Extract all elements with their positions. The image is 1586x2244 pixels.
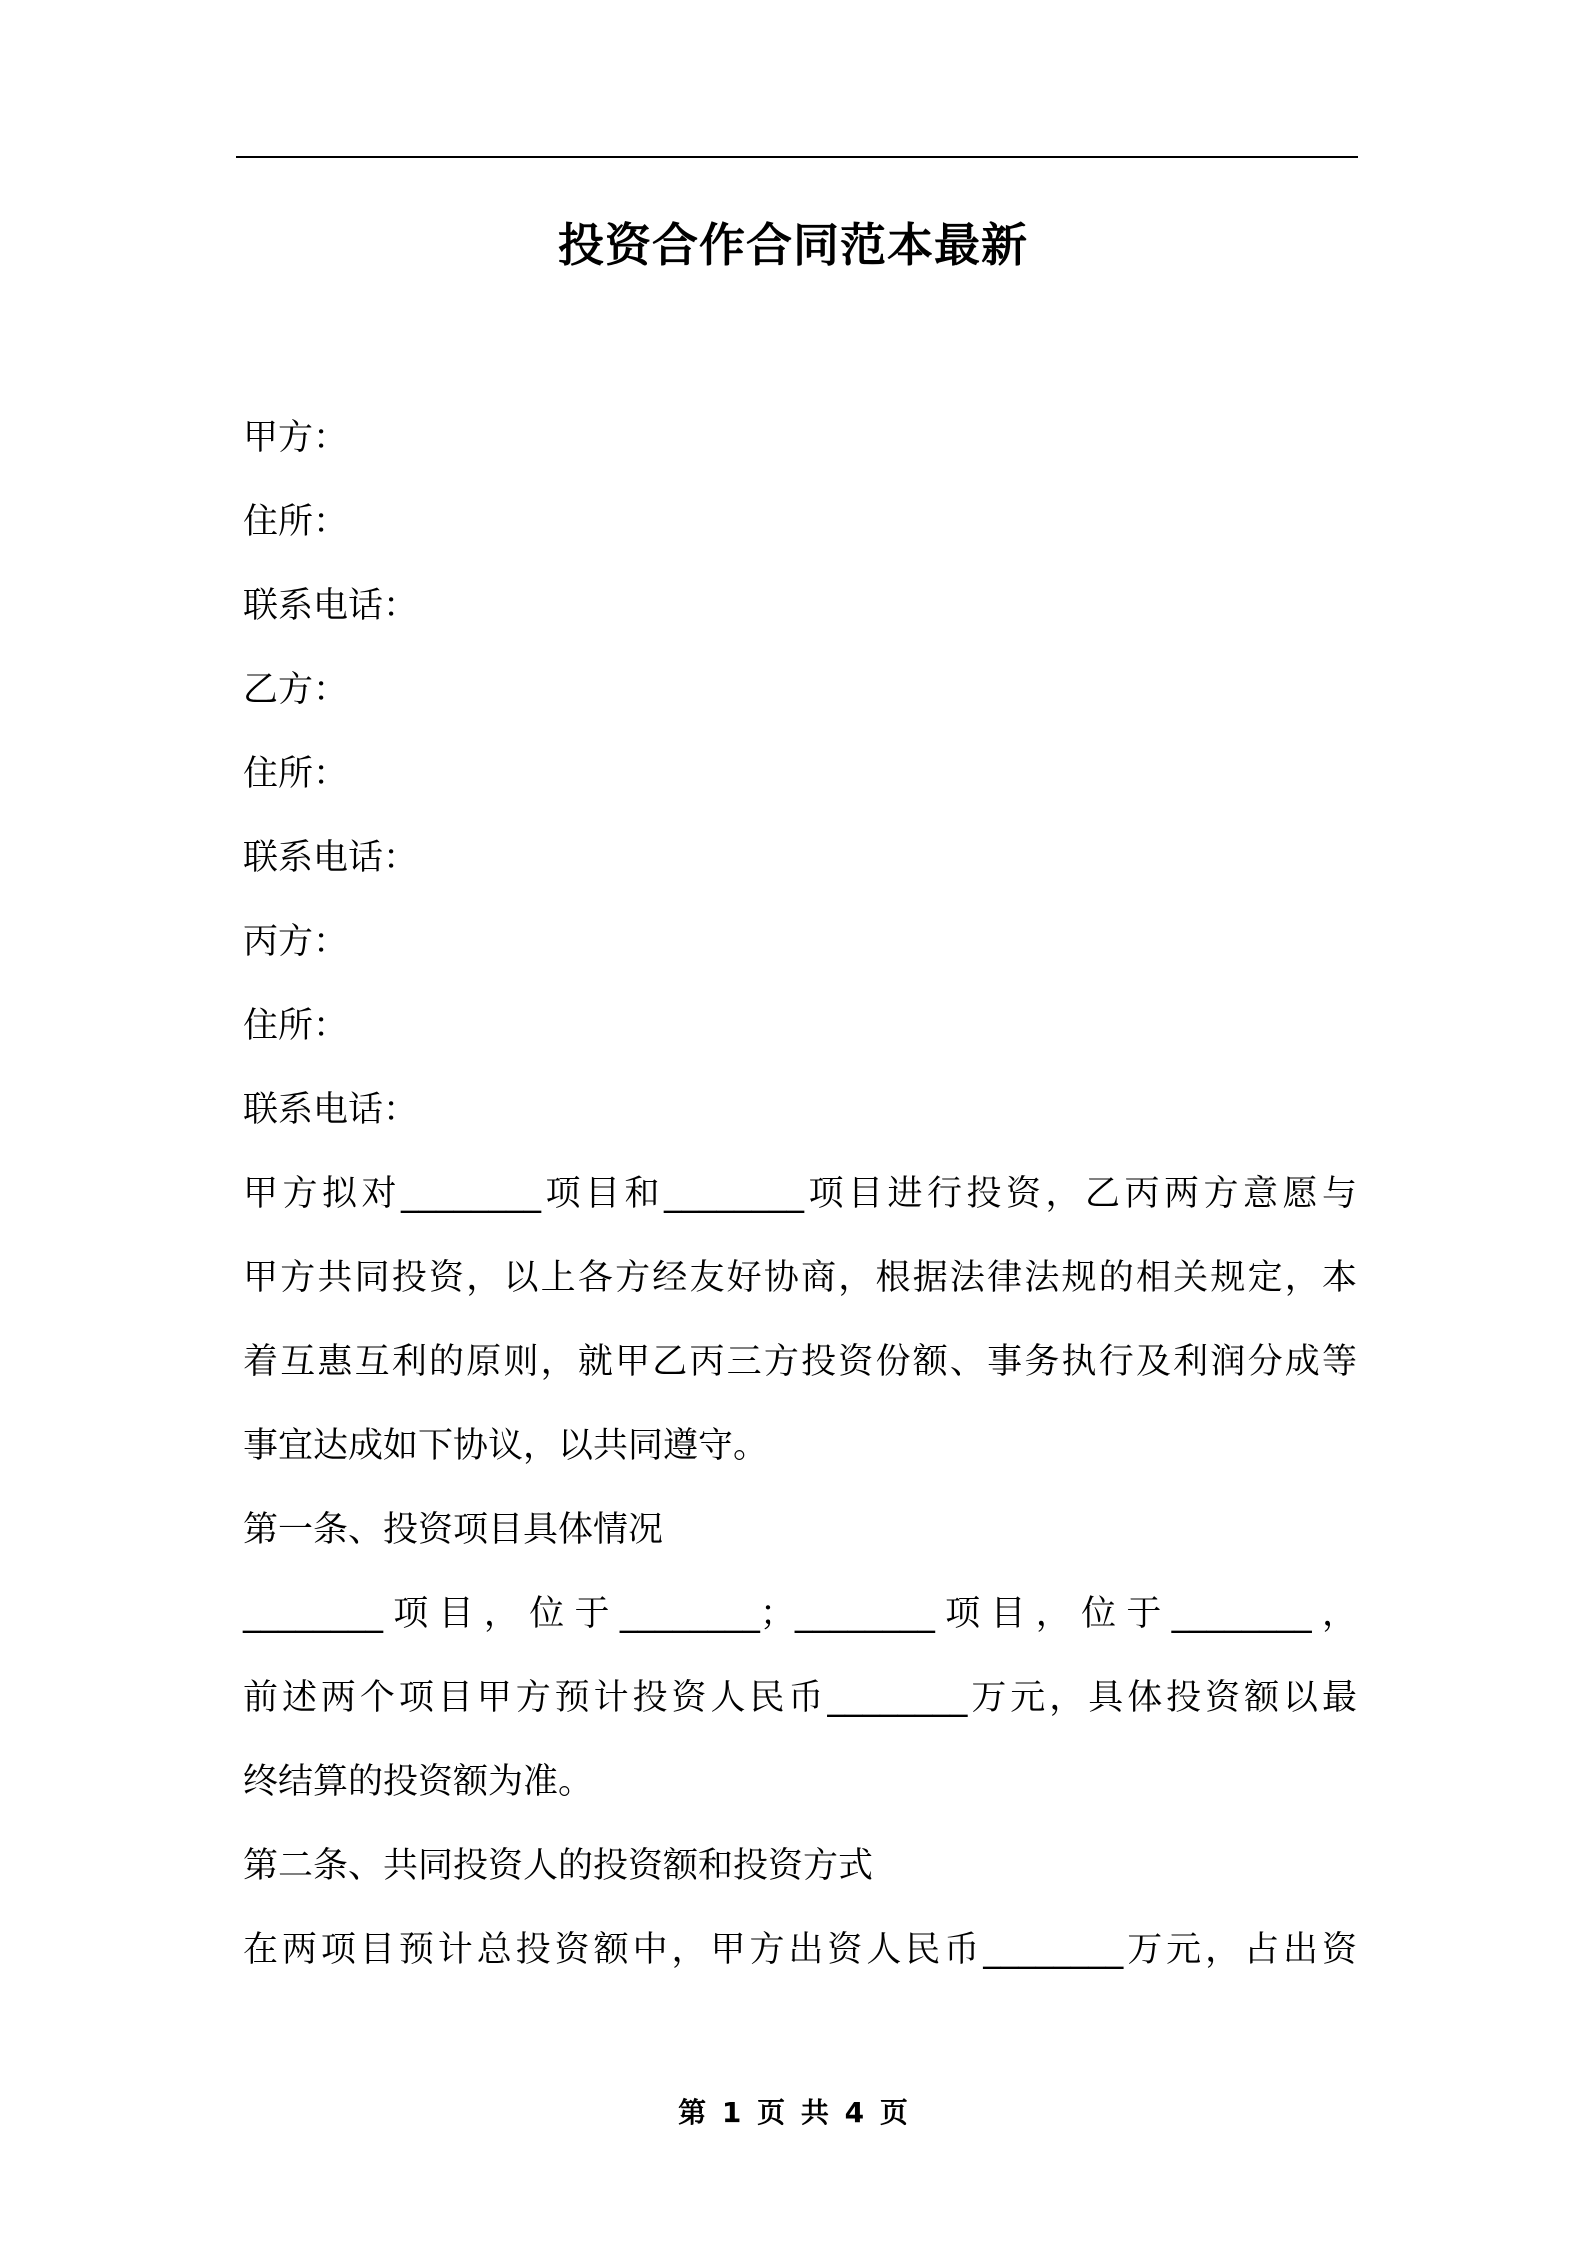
article-1-heading: 第一条、投资项目具体情况	[243, 1510, 664, 1550]
article-1-line-1: ________项目，位于________；________项目，位于________，	[243, 1594, 1357, 1634]
article-1-line-2: 前述两个项目甲方预计投资人民币________万元，具体投资额以最	[243, 1678, 1357, 1718]
preamble-line-3: 着互惠互利的原则，就甲乙丙三方投资份额、事务执行及利润分成等	[243, 1342, 1357, 1382]
party-c-address-label: 住所：	[243, 1006, 349, 1046]
article-2-line-1: 在两项目预计总投资额中，甲方出资人民币________万元，占出资	[243, 1930, 1357, 1970]
preamble-line-2: 甲方共同投资，以上各方经友好协商，根据法律法规的相关规定，本	[243, 1258, 1357, 1298]
page-footer: 第 1 页 共 4 页	[678, 2096, 908, 2129]
party-a-phone-label: 联系电话：	[243, 586, 419, 626]
preamble-line-1: 甲方拟对________项目和________项目进行投资，乙丙两方意愿与	[243, 1174, 1357, 1214]
party-a-address-label: 住所：	[243, 502, 349, 542]
party-c-phone-label: 联系电话：	[243, 1090, 419, 1130]
party-b-phone-label: 联系电话：	[243, 838, 419, 878]
article-1-line-3: 终结算的投资额为准。	[243, 1762, 594, 1802]
party-b-label: 乙方：	[243, 670, 349, 710]
header-rule	[236, 156, 1358, 158]
document-title: 投资合作合同范本最新	[558, 218, 1028, 272]
document-body	[243, 396, 1357, 1992]
party-a-label: 甲方：	[243, 418, 349, 458]
party-b-address-label: 住所：	[243, 754, 349, 794]
preamble-line-4: 事宜达成如下协议，以共同遵守。	[243, 1426, 769, 1466]
party-c-label: 丙方：	[243, 922, 349, 962]
article-2-heading: 第二条、共同投资人的投资额和投资方式	[243, 1846, 874, 1886]
